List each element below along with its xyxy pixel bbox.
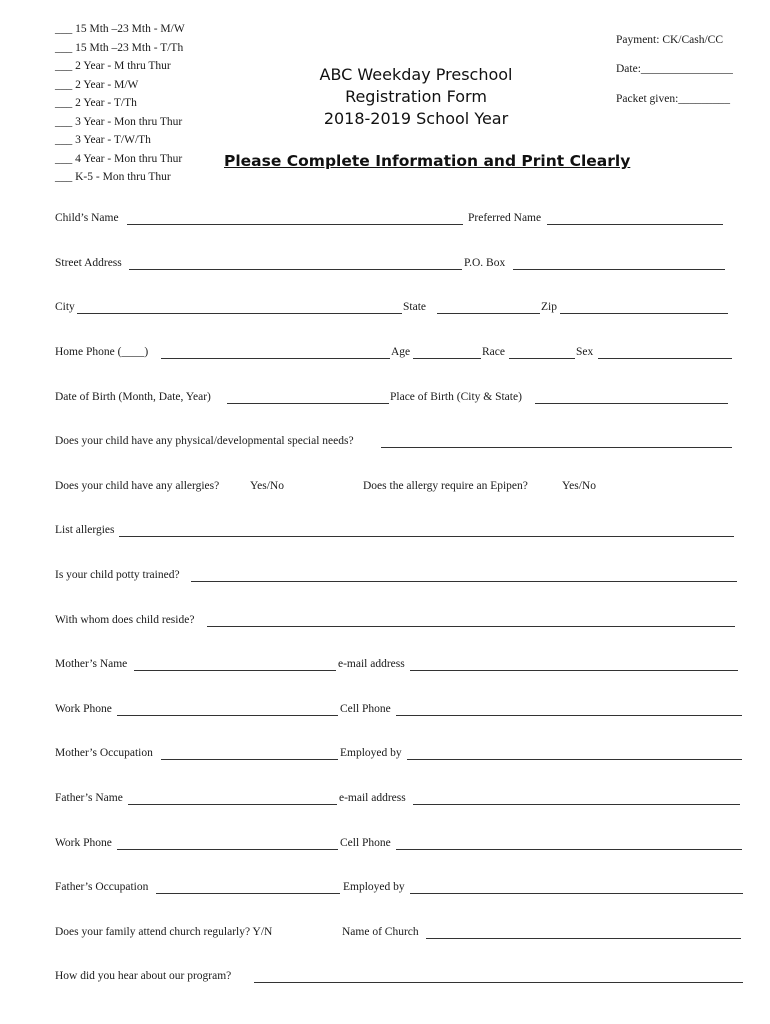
program-option[interactable]: ___ 2 Year - T/Th	[55, 97, 137, 109]
allergies-question: Does your child have any allergies?	[55, 480, 220, 492]
form-row-phone	[55, 346, 745, 364]
mother-cell-phone-label: Cell Phone	[340, 703, 391, 715]
father-work-phone-label: Work Phone	[55, 837, 112, 849]
potty-trained-field[interactable]	[191, 581, 737, 582]
preferred-name-label: Preferred Name	[468, 212, 542, 224]
mother-name-label: Mother’s Name	[55, 658, 128, 670]
father-employer-label: Employed by	[343, 881, 405, 893]
age-field[interactable]	[413, 358, 481, 359]
list-allergies-label: List allergies	[55, 524, 115, 536]
mother-email-label: e-mail address	[338, 658, 405, 670]
form-row-potty	[55, 569, 745, 587]
race-label: Race	[482, 346, 505, 358]
father-employer-field[interactable]	[410, 893, 743, 894]
reside-label: With whom does child reside?	[55, 614, 195, 626]
mother-email-field[interactable]	[410, 670, 738, 671]
mother-cell-phone-field[interactable]	[396, 715, 742, 716]
form-row-mother-occupation	[55, 747, 745, 765]
city-label: City	[55, 301, 75, 313]
father-email-field[interactable]	[413, 804, 740, 805]
list-allergies-field[interactable]	[119, 536, 734, 537]
payment-field[interactable]: Payment: CK/Cash/CC	[616, 34, 724, 46]
form-row-child-name	[55, 212, 745, 230]
program-option[interactable]: ___ 4 Year - Mon thru Thur	[55, 152, 183, 165]
father-email-label: e-mail address	[339, 792, 406, 804]
program-option[interactable]: ___ 3 Year - T/W/Th	[55, 134, 151, 146]
preferred-name-field[interactable]	[547, 224, 723, 225]
child-name-field[interactable]	[127, 224, 463, 225]
referral-label: How did you hear about our program?	[55, 970, 232, 982]
mother-name-field[interactable]	[134, 670, 336, 671]
mother-employer-label: Employed by	[340, 747, 402, 759]
church-name-field[interactable]	[426, 938, 741, 939]
instruction-heading: Please Complete Information and Print Clearly	[224, 152, 631, 170]
home-phone-label: Home Phone (____)	[55, 346, 149, 358]
form-row-mother-phone	[55, 703, 745, 721]
epipen-yes-no[interactable]: Yes/No	[562, 480, 596, 492]
po-box-field[interactable]	[513, 269, 725, 270]
special-needs-label: Does your child have any physical/developmental special needs?	[55, 435, 354, 447]
sex-field[interactable]	[598, 358, 732, 359]
dob-field[interactable]	[227, 403, 389, 404]
reside-field[interactable]	[207, 626, 735, 627]
program-option[interactable]: ___ 2 Year - M thru Thur	[55, 60, 171, 72]
program-option[interactable]: ___ 15 Mth –23 Mth - T/Th	[55, 41, 184, 54]
form-row-church	[55, 926, 745, 944]
father-name-label: Father’s Name	[55, 792, 123, 804]
allergies-yes-no[interactable]: Yes/No	[250, 480, 284, 492]
race-field[interactable]	[509, 358, 575, 359]
pob-label: Place of Birth (City & State)	[390, 391, 522, 403]
program-option[interactable]: ___ 15 Mth –23 Mth - M/W	[55, 23, 185, 35]
mother-work-phone-label: Work Phone	[55, 703, 112, 715]
zip-label: Zip	[541, 301, 557, 313]
city-field[interactable]	[77, 313, 402, 314]
home-phone-field[interactable]	[161, 358, 390, 359]
form-row-city	[55, 301, 745, 319]
form-row-father-occupation	[55, 881, 745, 899]
pob-field[interactable]	[535, 403, 728, 404]
form-row-allergies	[55, 480, 745, 498]
mother-employer-field[interactable]	[407, 759, 742, 760]
program-list	[55, 20, 185, 187]
church-question[interactable]: Does your family attend church regularly? Y/N	[55, 926, 273, 938]
street-address-field[interactable]	[129, 269, 462, 270]
special-needs-field[interactable]	[381, 447, 732, 448]
mother-occupation-label: Mother’s Occupation	[55, 747, 153, 759]
zip-field[interactable]	[560, 313, 728, 314]
po-box-label: P.O. Box	[464, 257, 506, 269]
school-name: ABC Weekday Preschool	[319, 65, 513, 84]
father-name-field[interactable]	[128, 804, 337, 805]
form-row-mother	[55, 658, 745, 676]
school-year: 2018-2019 School Year	[323, 109, 509, 128]
form-row-address	[55, 257, 745, 275]
sex-label: Sex	[576, 346, 594, 358]
form-row-reside	[55, 614, 745, 632]
form-row-special-needs	[55, 435, 745, 453]
age-label: Age	[391, 346, 411, 358]
father-work-phone-field[interactable]	[117, 849, 338, 850]
form-row-list-allergies	[55, 524, 745, 542]
father-occupation-label: Father’s Occupation	[55, 881, 149, 893]
father-cell-phone-label: Cell Phone	[340, 837, 391, 849]
father-cell-phone-field[interactable]	[396, 849, 742, 850]
dob-label: Date of Birth (Month, Date, Year)	[55, 391, 211, 403]
mother-occupation-field[interactable]	[161, 759, 338, 760]
form-title: Registration Form	[345, 87, 487, 106]
program-option[interactable]: ___ 3 Year - Mon thru Thur	[55, 115, 183, 128]
packet-given-field[interactable]: Packet given:_________	[616, 93, 731, 105]
epipen-question: Does the allergy require an Epipen?	[363, 480, 528, 492]
state-label: State	[403, 301, 426, 313]
mother-work-phone-field[interactable]	[117, 715, 338, 716]
date-field[interactable]: Date:________________	[616, 63, 733, 75]
program-option[interactable]: ___ 2 Year - M/W	[55, 78, 139, 91]
potty-trained-label: Is your child potty trained?	[55, 569, 180, 581]
state-field[interactable]	[437, 313, 540, 314]
referral-field[interactable]	[254, 982, 743, 983]
father-occupation-field[interactable]	[156, 893, 340, 894]
form-row-birth	[55, 391, 745, 409]
street-address-label: Street Address	[55, 257, 122, 269]
church-name-label: Name of Church	[342, 926, 419, 938]
form-row-father-phone	[55, 837, 745, 855]
form-row-referral	[55, 970, 745, 988]
program-option[interactable]: ___ K-5 - Mon thru Thur	[55, 171, 171, 183]
child-name-label: Child’s Name	[55, 212, 119, 224]
form-row-father	[55, 792, 745, 810]
